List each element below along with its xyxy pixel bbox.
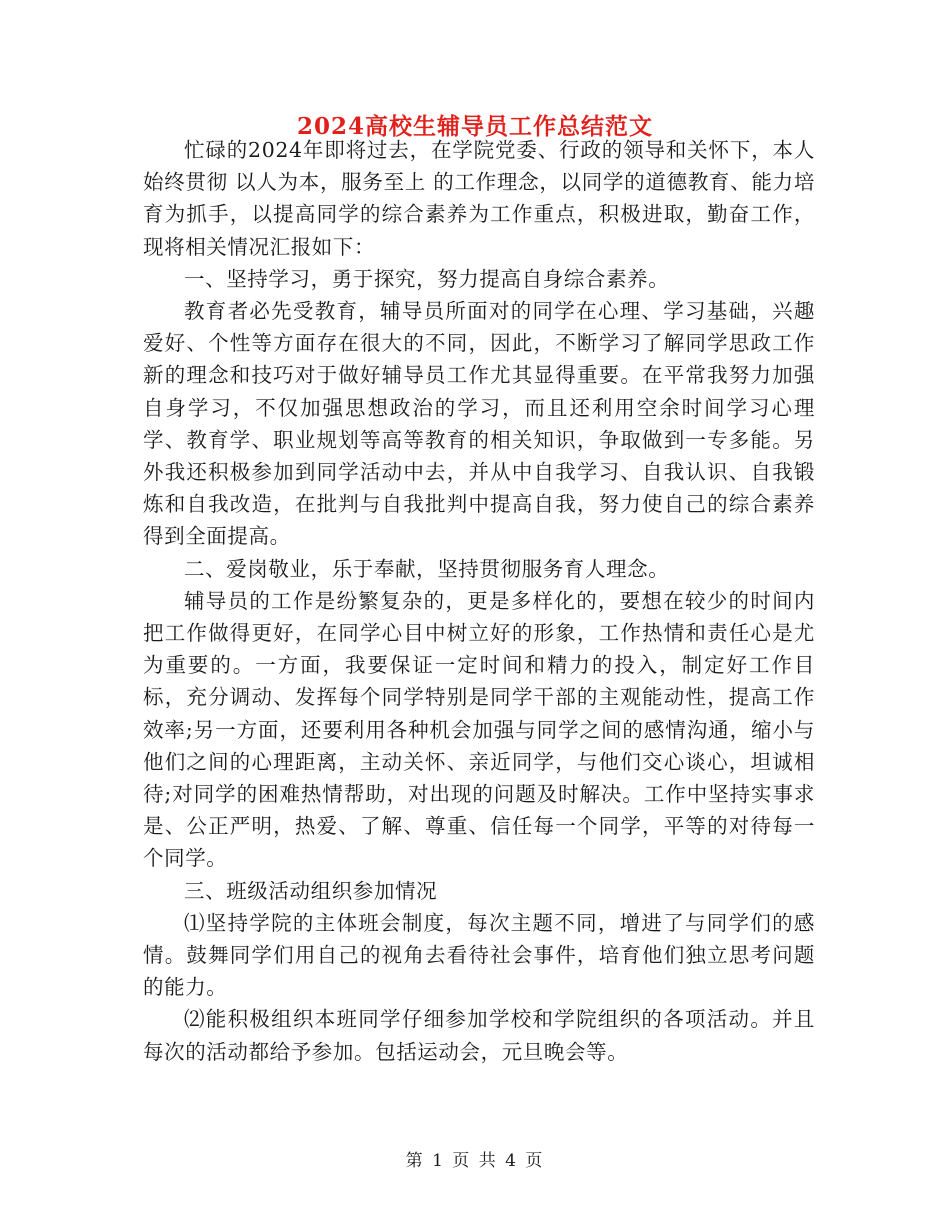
paragraph-section-2: 辅导员的工作是纷繁复杂的，更是多样化的，要想在较少的时间内把工作做得更好，在同学心目中树立好的形象，工作热情和责任心是尤为重要的。一方面，我要保证一定时间和精力的投入，制定好工作目标，充分调动、发挥每个同学特别是同学干部的主观能动性，提高工作效率;另一方面，还要利用各种机会加强与同学之间的感情沟通，缩小与他们之间的心理距离，主动关怀、亲近同学，与他们交心谈心，坦诚相待;对同学的困难热情帮助，对出现的问题及时解决。工作中坚持实事求是、公正严明，热爱、了解、尊重、信任每一个同学，平等的对待每一个同学。 (143, 588, 815, 871)
document-title: 2024高校生辅导员工作总结范文 (296, 113, 653, 140)
list-item-2: ⑵能积极组织本班同学仔细参加学校和学院组织的各项活动。并且每次的活动都给予参加。包括运动会，元旦晚会等。 (143, 1007, 815, 1064)
section-heading-1: 一、坚持学习，勇于探究，努力提高自身综合素养。 (184, 266, 670, 291)
page-number-footer: 第 1 页 共 4 页 (405, 1151, 545, 1171)
list-item-1: ⑴坚持学院的主体班会制度，每次主题不同，增进了与同学们的感情。鼓舞同学们用自己的视角去看待社会事件，培育他们独立思考问题的能力。 (143, 910, 815, 1000)
paragraph-intro: 忙碌的2024年即将过去，在学院党委、行政的领导和关怀下，本人始终贯彻 以人为本，服务至上 的工作理念，以同学的道德教育、能力培育为抓手，以提高同学的综合素养为工作重点，积极进取，勤奋工作，现将相关情况汇报如下： (143, 138, 815, 259)
document-body (143, 134, 815, 1068)
section-heading-3: 三、班级活动组织参加情况 (184, 878, 438, 903)
section-heading-2: 二、爱岗敬业，乐于奉献，坚持贯彻服务育人理念。 (184, 556, 670, 581)
paragraph-section-1: 教育者必先受教育，辅导员所面对的同学在心理、学习基础，兴趣爱好、个性等方面存在很大的不同，因此，不断学习了解同学思政工作新的理念和技巧对于做好辅导员工作尤其显得重要。在平常我努力加强自身学习，不仅加强思想政治的学习，而且还利用空余时间学习心理学、教育学、职业规划等高等教育的相关知识，争取做到一专多能。另外我还积极参加到同学活动中去，并从中自我学习、自我认识、自我锻炼和自我改造，在批判与自我批判中提高自我，努力使自己的综合素养得到全面提高。 (143, 299, 815, 549)
